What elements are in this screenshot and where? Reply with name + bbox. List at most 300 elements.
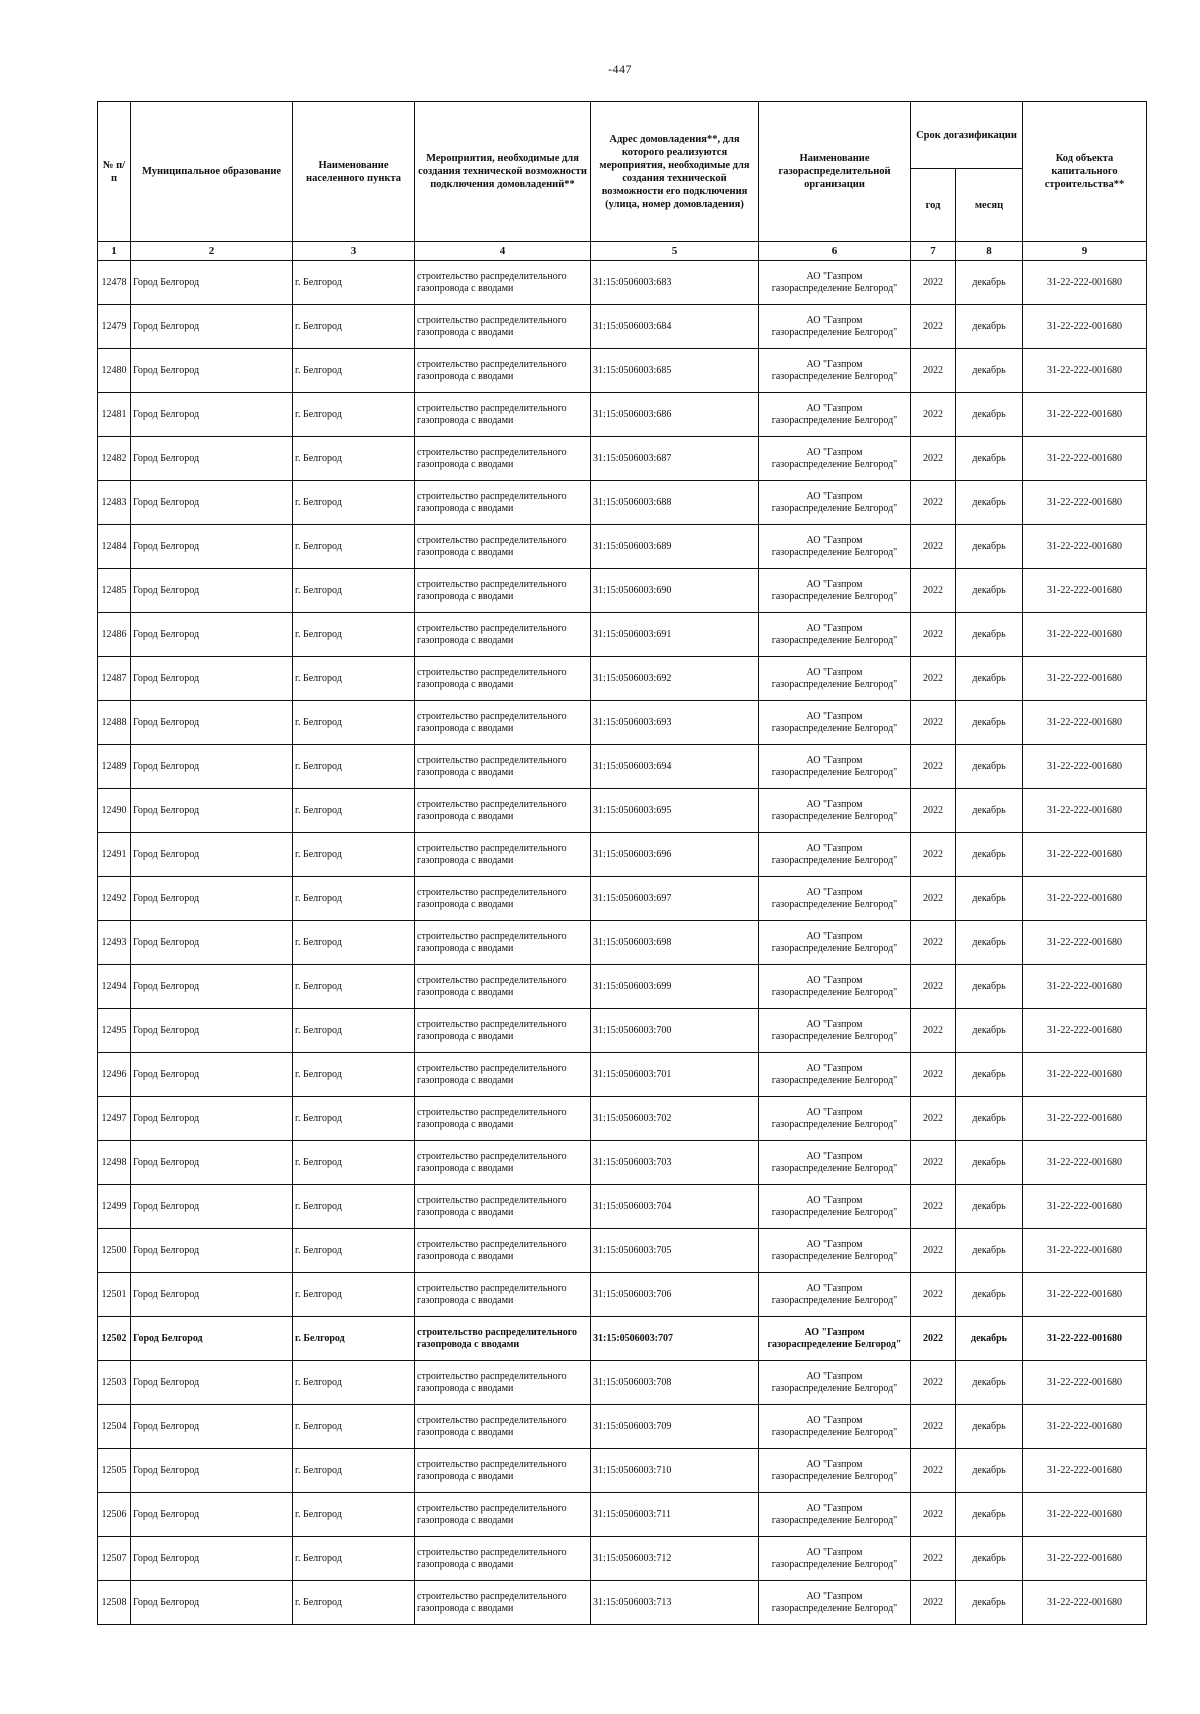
row-code: 31-22-222-001680 bbox=[1023, 349, 1147, 393]
table-row bbox=[98, 261, 1147, 305]
row-locality: г. Белгород bbox=[293, 305, 415, 349]
row-municipality: Город Белгород bbox=[131, 877, 293, 921]
row-organization-line2: газораспределение Белгород" bbox=[771, 722, 898, 734]
row-organization-line1: АО "Газпром bbox=[806, 886, 863, 898]
row-municipality: Город Белгород bbox=[131, 613, 293, 657]
row-municipality: Город Белгород bbox=[131, 569, 293, 613]
row-address: 31:15:0506003:683 bbox=[591, 261, 759, 305]
row-address: 31:15:0506003:707 bbox=[591, 1317, 759, 1361]
table-row bbox=[98, 1097, 1147, 1141]
row-month: декабрь bbox=[956, 1141, 1023, 1185]
gasification-table bbox=[97, 101, 1147, 1625]
row-organization-line1: АО "Газпром bbox=[806, 1150, 863, 1162]
row-year: 2022 bbox=[911, 1449, 956, 1493]
row-code: 31-22-222-001680 bbox=[1023, 305, 1147, 349]
row-organization-line1: АО "Газпром bbox=[806, 1018, 863, 1030]
row-address: 31:15:0506003:710 bbox=[591, 1449, 759, 1493]
row-number: 12482 bbox=[98, 437, 131, 481]
row-code: 31-22-222-001680 bbox=[1023, 1273, 1147, 1317]
row-code: 31-22-222-001680 bbox=[1023, 833, 1147, 877]
row-municipality: Город Белгород bbox=[131, 701, 293, 745]
row-code: 31-22-222-001680 bbox=[1023, 1317, 1147, 1361]
row-organization-line2: газораспределение Белгород" bbox=[771, 1558, 898, 1570]
column-number: 4 bbox=[415, 242, 591, 261]
row-municipality: Город Белгород bbox=[131, 1405, 293, 1449]
row-activity: строительство распределительного газопровода с вводами bbox=[415, 1537, 591, 1581]
row-year: 2022 bbox=[911, 1317, 956, 1361]
row-municipality: Город Белгород bbox=[131, 1361, 293, 1405]
row-year: 2022 bbox=[911, 1581, 956, 1625]
row-locality: г. Белгород bbox=[293, 481, 415, 525]
row-number: 12486 bbox=[98, 613, 131, 657]
row-organization-line2: газораспределение Белгород" bbox=[771, 898, 898, 910]
row-year: 2022 bbox=[911, 261, 956, 305]
row-number: 12506 bbox=[98, 1493, 131, 1537]
row-organization bbox=[759, 745, 911, 789]
table-header bbox=[98, 102, 1147, 261]
row-organization-line1: АО "Газпром bbox=[806, 534, 863, 546]
row-municipality: Город Белгород bbox=[131, 1097, 293, 1141]
row-municipality: Город Белгород bbox=[131, 437, 293, 481]
row-month: декабрь bbox=[956, 833, 1023, 877]
row-address: 31:15:0506003:709 bbox=[591, 1405, 759, 1449]
row-code: 31-22-222-001680 bbox=[1023, 877, 1147, 921]
row-month: декабрь bbox=[956, 305, 1023, 349]
row-year: 2022 bbox=[911, 965, 956, 1009]
row-code: 31-22-222-001680 bbox=[1023, 393, 1147, 437]
row-activity: строительство распределительного газопровода с вводами bbox=[415, 1405, 591, 1449]
row-organization bbox=[759, 1009, 911, 1053]
row-month: декабрь bbox=[956, 349, 1023, 393]
row-organization-line1: АО "Газпром bbox=[806, 1546, 863, 1558]
row-organization bbox=[759, 1449, 911, 1493]
row-number: 12479 bbox=[98, 305, 131, 349]
row-activity: строительство распределительного газопровода с вводами bbox=[415, 437, 591, 481]
row-number: 12488 bbox=[98, 701, 131, 745]
row-address: 31:15:0506003:698 bbox=[591, 921, 759, 965]
row-municipality: Город Белгород bbox=[131, 393, 293, 437]
row-organization-line1: АО "Газпром bbox=[806, 798, 863, 810]
row-month: декабрь bbox=[956, 1229, 1023, 1273]
row-municipality: Город Белгород bbox=[131, 525, 293, 569]
row-locality: г. Белгород bbox=[293, 525, 415, 569]
row-address: 31:15:0506003:687 bbox=[591, 437, 759, 481]
row-address: 31:15:0506003:706 bbox=[591, 1273, 759, 1317]
row-organization-line2: газораспределение Белгород" bbox=[771, 1118, 898, 1130]
row-municipality: Город Белгород bbox=[131, 481, 293, 525]
row-activity: строительство распределительного газопровода с вводами bbox=[415, 569, 591, 613]
row-code: 31-22-222-001680 bbox=[1023, 261, 1147, 305]
row-address: 31:15:0506003:691 bbox=[591, 613, 759, 657]
row-organization bbox=[759, 921, 911, 965]
row-year: 2022 bbox=[911, 745, 956, 789]
column-numbers-row bbox=[98, 242, 1147, 261]
row-organization-line2: газораспределение Белгород" bbox=[771, 1074, 898, 1086]
row-number: 12507 bbox=[98, 1537, 131, 1581]
column-number: 2 bbox=[131, 242, 293, 261]
row-month: декабрь bbox=[956, 1053, 1023, 1097]
row-activity: строительство распределительного газопровода с вводами bbox=[415, 1053, 591, 1097]
row-activity: строительство распределительного газопровода с вводами bbox=[415, 701, 591, 745]
row-organization-line2: газораспределение Белгород" bbox=[771, 1294, 898, 1306]
row-address: 31:15:0506003:685 bbox=[591, 349, 759, 393]
row-organization-line2: газораспределение Белгород" bbox=[771, 1426, 898, 1438]
row-organization bbox=[759, 701, 911, 745]
row-code: 31-22-222-001680 bbox=[1023, 1405, 1147, 1449]
row-number: 12491 bbox=[98, 833, 131, 877]
column-number: 1 bbox=[98, 242, 131, 261]
row-address: 31:15:0506003:690 bbox=[591, 569, 759, 613]
row-organization-line1: АО "Газпром bbox=[806, 1194, 863, 1206]
row-municipality: Город Белгород bbox=[131, 1185, 293, 1229]
row-locality: г. Белгород bbox=[293, 613, 415, 657]
row-locality: г. Белгород bbox=[293, 701, 415, 745]
row-activity: строительство распределительного газопровода с вводами bbox=[415, 921, 591, 965]
row-month: декабрь bbox=[956, 261, 1023, 305]
row-organization-line2: газораспределение Белгород" bbox=[771, 1470, 898, 1482]
row-locality: г. Белгород bbox=[293, 833, 415, 877]
row-organization-line1: АО "Газпром bbox=[806, 1370, 863, 1382]
row-year: 2022 bbox=[911, 921, 956, 965]
row-number: 12485 bbox=[98, 569, 131, 613]
row-organization bbox=[759, 789, 911, 833]
row-activity: строительство распределительного газопровода с вводами bbox=[415, 657, 591, 701]
row-number: 12508 bbox=[98, 1581, 131, 1625]
row-year: 2022 bbox=[911, 789, 956, 833]
row-municipality: Город Белгород bbox=[131, 261, 293, 305]
row-activity: строительство распределительного газопровода с вводами bbox=[415, 305, 591, 349]
row-activity: строительство распределительного газопровода с вводами bbox=[415, 1581, 591, 1625]
row-organization-line1: АО "Газпром bbox=[806, 1590, 863, 1602]
table-row bbox=[98, 569, 1147, 613]
row-number: 12505 bbox=[98, 1449, 131, 1493]
row-municipality: Город Белгород bbox=[131, 1581, 293, 1625]
header-locality: Наименование населенного пункта bbox=[293, 102, 415, 242]
table-row bbox=[98, 921, 1147, 965]
row-month: декабрь bbox=[956, 569, 1023, 613]
row-year: 2022 bbox=[911, 613, 956, 657]
row-organization-line2: газораспределение Белгород" bbox=[771, 1250, 898, 1262]
row-locality: г. Белгород bbox=[293, 1537, 415, 1581]
row-organization-line1: АО "Газпром bbox=[806, 1062, 863, 1074]
table-body bbox=[98, 261, 1147, 1625]
row-organization-line1: АО "Газпром bbox=[806, 314, 863, 326]
row-organization-line2: газораспределение Белгород" bbox=[771, 766, 898, 778]
row-locality: г. Белгород bbox=[293, 569, 415, 613]
row-organization bbox=[759, 1097, 911, 1141]
row-activity: строительство распределительного газопровода с вводами bbox=[415, 877, 591, 921]
row-activity: строительство распределительного газопровода с вводами bbox=[415, 965, 591, 1009]
row-address: 31:15:0506003:699 bbox=[591, 965, 759, 1009]
column-number: 5 bbox=[591, 242, 759, 261]
header-organization: Наименование газораспределительной организации bbox=[759, 102, 911, 242]
row-code: 31-22-222-001680 bbox=[1023, 1009, 1147, 1053]
row-organization-line2: газораспределение Белгород" bbox=[771, 414, 898, 426]
row-organization bbox=[759, 1405, 911, 1449]
row-code: 31-22-222-001680 bbox=[1023, 701, 1147, 745]
row-organization-line2: газораспределение Белгород" bbox=[767, 1338, 902, 1350]
row-organization-line2: газораспределение Белгород" bbox=[771, 678, 898, 690]
table-row bbox=[98, 393, 1147, 437]
table-row bbox=[98, 701, 1147, 745]
row-year: 2022 bbox=[911, 1537, 956, 1581]
row-year: 2022 bbox=[911, 525, 956, 569]
row-locality: г. Белгород bbox=[293, 1273, 415, 1317]
row-month: декабрь bbox=[956, 1185, 1023, 1229]
row-organization-line1: АО "Газпром bbox=[806, 666, 863, 678]
row-organization-line1: АО "Газпром bbox=[806, 1458, 863, 1470]
row-locality: г. Белгород bbox=[293, 1361, 415, 1405]
row-code: 31-22-222-001680 bbox=[1023, 481, 1147, 525]
row-number: 12499 bbox=[98, 1185, 131, 1229]
row-address: 31:15:0506003:694 bbox=[591, 745, 759, 789]
row-month: декабрь bbox=[956, 1361, 1023, 1405]
row-organization bbox=[759, 1185, 911, 1229]
row-number: 12498 bbox=[98, 1141, 131, 1185]
row-activity: строительство распределительного газопровода с вводами bbox=[415, 1185, 591, 1229]
row-organization bbox=[759, 525, 911, 569]
row-number: 12481 bbox=[98, 393, 131, 437]
row-activity: строительство распределительного газопровода с вводами bbox=[415, 1361, 591, 1405]
row-code: 31-22-222-001680 bbox=[1023, 789, 1147, 833]
row-locality: г. Белгород bbox=[293, 965, 415, 1009]
row-organization bbox=[759, 1537, 911, 1581]
row-activity: строительство распределительного газопровода с вводами bbox=[415, 481, 591, 525]
header-year: год bbox=[911, 169, 956, 242]
row-organization bbox=[759, 1273, 911, 1317]
row-organization-line1: АО "Газпром bbox=[806, 358, 863, 370]
table-row bbox=[98, 1493, 1147, 1537]
row-month: декабрь bbox=[956, 965, 1023, 1009]
row-activity: строительство распределительного газопровода с вводами bbox=[415, 1141, 591, 1185]
table-row bbox=[98, 437, 1147, 481]
row-code: 31-22-222-001680 bbox=[1023, 1097, 1147, 1141]
row-month: декабрь bbox=[956, 613, 1023, 657]
row-month: декабрь bbox=[956, 1493, 1023, 1537]
row-locality: г. Белгород bbox=[293, 349, 415, 393]
row-number: 12503 bbox=[98, 1361, 131, 1405]
row-year: 2022 bbox=[911, 1009, 956, 1053]
row-organization-line1: АО "Газпром bbox=[806, 1502, 863, 1514]
row-organization bbox=[759, 481, 911, 525]
row-organization-line2: газораспределение Белгород" bbox=[771, 546, 898, 558]
row-organization-line2: газораспределение Белгород" bbox=[771, 854, 898, 866]
row-organization bbox=[759, 657, 911, 701]
row-organization bbox=[759, 1493, 911, 1537]
row-municipality: Город Белгород bbox=[131, 1229, 293, 1273]
row-address: 31:15:0506003:712 bbox=[591, 1537, 759, 1581]
row-address: 31:15:0506003:693 bbox=[591, 701, 759, 745]
row-year: 2022 bbox=[911, 1405, 956, 1449]
row-address: 31:15:0506003:692 bbox=[591, 657, 759, 701]
table-row bbox=[98, 305, 1147, 349]
row-month: декабрь bbox=[956, 1581, 1023, 1625]
row-number: 12478 bbox=[98, 261, 131, 305]
row-organization-line1: АО "Газпром bbox=[806, 622, 863, 634]
row-municipality: Город Белгород bbox=[131, 305, 293, 349]
row-number: 12504 bbox=[98, 1405, 131, 1449]
row-locality: г. Белгород bbox=[293, 1229, 415, 1273]
row-organization-line1: АО "Газпром bbox=[806, 754, 863, 766]
row-municipality: Город Белгород bbox=[131, 1493, 293, 1537]
row-locality: г. Белгород bbox=[293, 1405, 415, 1449]
row-code: 31-22-222-001680 bbox=[1023, 1537, 1147, 1581]
row-code: 31-22-222-001680 bbox=[1023, 1053, 1147, 1097]
row-organization-line1: АО "Газпром bbox=[806, 1106, 863, 1118]
row-municipality: Город Белгород bbox=[131, 1537, 293, 1581]
table-row bbox=[98, 1229, 1147, 1273]
row-organization-line2: газораспределение Белгород" bbox=[771, 1030, 898, 1042]
row-locality: г. Белгород bbox=[293, 789, 415, 833]
row-month: декабрь bbox=[956, 701, 1023, 745]
table-row bbox=[98, 1273, 1147, 1317]
row-code: 31-22-222-001680 bbox=[1023, 525, 1147, 569]
row-address: 31:15:0506003:684 bbox=[591, 305, 759, 349]
row-organization-line1: АО "Газпром bbox=[806, 402, 863, 414]
row-address: 31:15:0506003:703 bbox=[591, 1141, 759, 1185]
table-row bbox=[98, 1185, 1147, 1229]
row-locality: г. Белгород bbox=[293, 877, 415, 921]
row-address: 31:15:0506003:689 bbox=[591, 525, 759, 569]
row-organization bbox=[759, 569, 911, 613]
row-organization bbox=[759, 1361, 911, 1405]
row-locality: г. Белгород bbox=[293, 261, 415, 305]
row-organization-line1: АО "Газпром bbox=[806, 974, 863, 986]
row-organization-line1: АО "Газпром bbox=[806, 1238, 863, 1250]
column-number: 7 bbox=[911, 242, 956, 261]
row-organization-line2: газораспределение Белгород" bbox=[771, 326, 898, 338]
row-code: 31-22-222-001680 bbox=[1023, 745, 1147, 789]
table-row bbox=[98, 1405, 1147, 1449]
row-municipality: Город Белгород bbox=[131, 349, 293, 393]
table-row bbox=[98, 1317, 1147, 1361]
row-month: декабрь bbox=[956, 481, 1023, 525]
row-organization-line2: газораспределение Белгород" bbox=[771, 1206, 898, 1218]
row-year: 2022 bbox=[911, 833, 956, 877]
table-row bbox=[98, 1581, 1147, 1625]
row-municipality: Город Белгород bbox=[131, 1449, 293, 1493]
row-number: 12490 bbox=[98, 789, 131, 833]
row-code: 31-22-222-001680 bbox=[1023, 921, 1147, 965]
header-code: Код объекта капитального строительства** bbox=[1023, 102, 1147, 242]
row-organization-line2: газораспределение Белгород" bbox=[771, 282, 898, 294]
table-row bbox=[98, 481, 1147, 525]
row-month: декабрь bbox=[956, 877, 1023, 921]
row-activity: строительство распределительного газопровода с вводами bbox=[415, 1273, 591, 1317]
row-activity: строительство распределительного газопровода с вводами bbox=[415, 1229, 591, 1273]
row-year: 2022 bbox=[911, 569, 956, 613]
row-address: 31:15:0506003:686 bbox=[591, 393, 759, 437]
row-address: 31:15:0506003:705 bbox=[591, 1229, 759, 1273]
row-code: 31-22-222-001680 bbox=[1023, 1581, 1147, 1625]
row-address: 31:15:0506003:711 bbox=[591, 1493, 759, 1537]
row-municipality: Город Белгород bbox=[131, 1141, 293, 1185]
row-activity: строительство распределительного газопровода с вводами bbox=[415, 833, 591, 877]
row-organization bbox=[759, 1317, 911, 1361]
row-activity: строительство распределительного газопровода с вводами bbox=[415, 1493, 591, 1537]
row-year: 2022 bbox=[911, 1141, 956, 1185]
row-code: 31-22-222-001680 bbox=[1023, 1185, 1147, 1229]
row-code: 31-22-222-001680 bbox=[1023, 1229, 1147, 1273]
row-year: 2022 bbox=[911, 1493, 956, 1537]
row-organization-line2: газораспределение Белгород" bbox=[771, 590, 898, 602]
row-year: 2022 bbox=[911, 1185, 956, 1229]
column-number: 8 bbox=[956, 242, 1023, 261]
page-number: -447 bbox=[608, 62, 632, 76]
row-activity: строительство распределительного газопровода с вводами bbox=[415, 261, 591, 305]
row-organization bbox=[759, 393, 911, 437]
row-number: 12501 bbox=[98, 1273, 131, 1317]
row-organization-line2: газораспределение Белгород" bbox=[771, 458, 898, 470]
row-number: 12495 bbox=[98, 1009, 131, 1053]
row-municipality: Город Белгород bbox=[131, 965, 293, 1009]
row-month: декабрь bbox=[956, 921, 1023, 965]
row-number: 12483 bbox=[98, 481, 131, 525]
row-year: 2022 bbox=[911, 481, 956, 525]
row-organization bbox=[759, 833, 911, 877]
table-row bbox=[98, 1449, 1147, 1493]
table-row bbox=[98, 525, 1147, 569]
row-year: 2022 bbox=[911, 349, 956, 393]
row-year: 2022 bbox=[911, 1053, 956, 1097]
row-address: 31:15:0506003:688 bbox=[591, 481, 759, 525]
row-year: 2022 bbox=[911, 657, 956, 701]
row-municipality: Город Белгород bbox=[131, 833, 293, 877]
row-address: 31:15:0506003:701 bbox=[591, 1053, 759, 1097]
row-organization-line2: газораспределение Белгород" bbox=[771, 942, 898, 954]
row-locality: г. Белгород bbox=[293, 1493, 415, 1537]
row-year: 2022 bbox=[911, 1361, 956, 1405]
row-activity: строительство распределительного газопровода с вводами bbox=[415, 349, 591, 393]
row-code: 31-22-222-001680 bbox=[1023, 965, 1147, 1009]
row-municipality: Город Белгород bbox=[131, 657, 293, 701]
row-organization bbox=[759, 261, 911, 305]
row-municipality: Город Белгород bbox=[131, 1317, 293, 1361]
row-organization-line1: АО "Газпром bbox=[806, 1414, 863, 1426]
row-number: 12500 bbox=[98, 1229, 131, 1273]
row-organization-line1: АО "Газпром bbox=[806, 930, 863, 942]
header-no: № п/п bbox=[98, 102, 131, 242]
table-row bbox=[98, 745, 1147, 789]
row-organization-line2: газораспределение Белгород" bbox=[771, 1162, 898, 1174]
row-month: декабрь bbox=[956, 789, 1023, 833]
row-organization bbox=[759, 877, 911, 921]
row-locality: г. Белгород bbox=[293, 1097, 415, 1141]
row-year: 2022 bbox=[911, 877, 956, 921]
row-locality: г. Белгород bbox=[293, 393, 415, 437]
table-row bbox=[98, 833, 1147, 877]
row-month: декабрь bbox=[956, 437, 1023, 481]
table-row bbox=[98, 965, 1147, 1009]
row-organization bbox=[759, 1141, 911, 1185]
row-activity: строительство распределительного газопровода с вводами bbox=[415, 1317, 591, 1361]
row-year: 2022 bbox=[911, 1273, 956, 1317]
row-month: декабрь bbox=[956, 1273, 1023, 1317]
row-code: 31-22-222-001680 bbox=[1023, 657, 1147, 701]
row-organization bbox=[759, 1053, 911, 1097]
row-address: 31:15:0506003:702 bbox=[591, 1097, 759, 1141]
row-month: декабрь bbox=[956, 1317, 1023, 1361]
row-organization-line1: АО "Газпром bbox=[806, 270, 863, 282]
row-organization-line1: АО "Газпром bbox=[806, 446, 863, 458]
column-number: 3 bbox=[293, 242, 415, 261]
header-activity: Мероприятия, необходимые для создания технической возможности подключения домовладений** bbox=[415, 102, 591, 242]
row-number: 12497 bbox=[98, 1097, 131, 1141]
table-row bbox=[98, 657, 1147, 701]
row-address: 31:15:0506003:704 bbox=[591, 1185, 759, 1229]
row-municipality: Город Белгород bbox=[131, 921, 293, 965]
row-locality: г. Белгород bbox=[293, 921, 415, 965]
